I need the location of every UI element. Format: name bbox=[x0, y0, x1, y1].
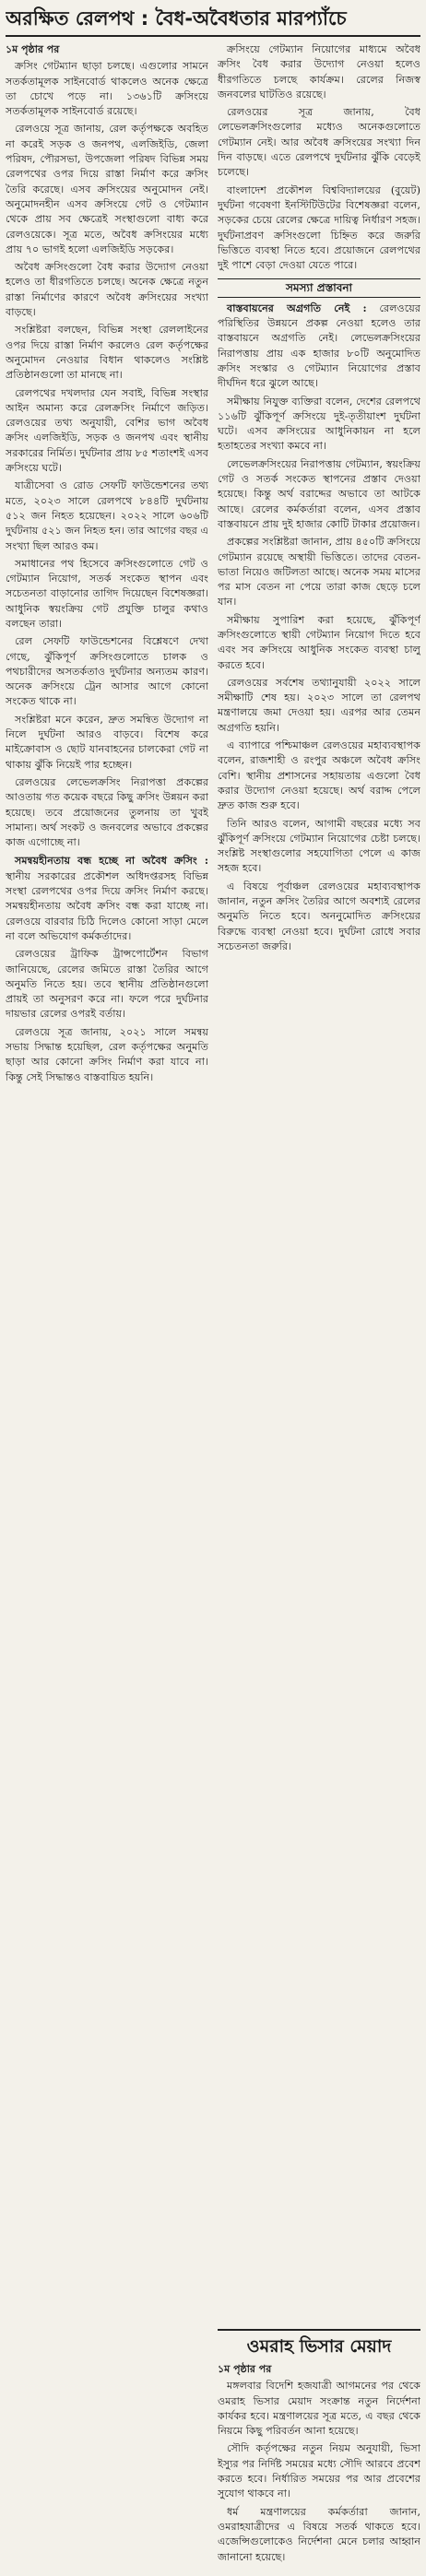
subhead-paragraph bbox=[6, 853, 208, 944]
section-title: সমস্যা প্রস্তাবনা bbox=[218, 278, 420, 297]
paragraph: সমীক্ষায় নিযুক্ত ব্যক্তিরা বলেন, দেশের রেলপথে ১১৬টি ঝুঁকিপূর্ণ ক্রসিংয়ে দুই-তৃতীয়াংশ দুর্ঘটনা ঘটে। এসব ক্রসিংয়ের আধুনিকায়ন না হলে হতাহতের সংখ্যা কমবে না। bbox=[218, 395, 420, 453]
paragraph: সমাধানের পথ হিসেবে ক্রসিংগুলোতে গেট ও গেটম্যান নিয়োগ, সতর্ক সংকেত স্থাপন এবং সচেতনতা বাড়ানোর তাগিদ দিয়েছেন বিশেষজ্ঞরা। আধুনিক স্বয়ংক্রিয় গেট প্রযুক্তি চালুর কথাও বলছেন তারা। bbox=[6, 557, 208, 630]
main-headline: অরক্ষিত রেলপথ : বৈধ-অবৈধতার মারপ্যাঁচে bbox=[6, 6, 420, 37]
paragraph: রেলওয়ের সূত্র জানায়, বৈধ লেভেলক্রসিংগুলোর মধ্যেও অনেকগুলোতে গেটম্যান নেই। আর অবৈধ ক্রসিংয়ের সংখ্যা দিন দিন বাড়ছে। এতে রেলপথে দুর্ঘটনার ঝুঁকি বেড়েই চলেছে। bbox=[218, 106, 420, 179]
subhead: সমন্বয়হীনতায় বন্ধ হচ্ছে না অবৈধ ক্রসিং : bbox=[15, 854, 208, 868]
article-columns bbox=[6, 42, 420, 2576]
subhead-text: রেলওয়ের পরিস্থিতির উন্নয়নে প্রকল্প নেওয়া হলেও তার বাস্তবায়নে অগ্রগতি নেই। লেভেলক্রসিংয়ের নিরাপত্তায় প্রায় এক হাজার ৮০টি অনুমোদিত ক্রসিং সংস্কার ও গেটম্যান নিয়োগের প্রস্তাব দীর্ঘদিন ধরে ঝুলে আছে। bbox=[218, 301, 420, 390]
paragraph: সংশ্লিষ্টরা মনে করেন, দ্রুত সমন্বিত উদ্যোগ না নিলে দুর্ঘটনা আরও বাড়বে। বিশেষ করে মাইক্রোবাস ও ছোট যানবাহনের চালকেরা গেট না থাকায় ঝুঁকি নিয়েই পার হচ্ছেন। bbox=[6, 713, 208, 771]
paragraph: বাংলাদেশ প্রকৌশল বিশ্ববিদ্যালয়ের (বুয়েট) দুর্ঘটনা গবেষণা ইনস্টিটিউটের বিশেষজ্ঞরা বলেন, সড়কের চেয়ে রেলের ক্ষেত্রে দায়িত্ব নির্ধারণ সহজ। দুর্ঘটনাপ্রবণ ক্রসিংগুলো চিহ্নিত করে জরুরি ভিত্তিতে ব্যবস্থা নিতে হবে। প্রয়োজনে রেলপথের দুই পাশে বেড়া দেওয়া যেতে পারে। bbox=[218, 183, 420, 272]
continuation-label: ১ম পৃষ্ঠার পর bbox=[218, 2363, 272, 2375]
paragraph: রেলওয়ের সর্বশেষ তথ্যানুযায়ী ২০২২ সালে সমীক্ষাটি শেষ হয়। ২০২৩ সালে তা রেলপথ মন্ত্রণালয়ে জমা দেওয়া হয়। এরপর আর তেমন অগ্রগতি হয়নি। bbox=[218, 676, 420, 734]
paragraph: লেভেলক্রসিংয়ের নিরাপত্তায় গেটম্যান, স্বয়ংক্রিয় গেট ও সতর্ক সংকেত স্থাপনের প্রস্তাব দেওয়া হয়েছে। কিন্তু অর্থ বরাদ্দের অভাবে তা আটকে আছে। রেলের কর্মকর্তারা বলেন, এসব প্রস্তাব বাস্তবায়নে প্রায় দুই হাজার কোটি টাকার প্রয়োজন। bbox=[218, 457, 420, 530]
umrah-visa-article bbox=[218, 2329, 420, 2576]
subhead: বাস্তবায়নের অগ্রগতি নেই : bbox=[227, 301, 367, 314]
continuation-label: ১ম পৃষ্ঠার পর bbox=[6, 43, 60, 55]
paragraph: রেলওয়ের ট্রাফিক ট্রান্সপোর্টেশন বিভাগ জানিয়েছে, রেলের জমিতে রাস্তা তৈরির আগে অনুমতি নিতে হয়। তবে স্থানীয় প্রতিষ্ঠানগুলো প্রায়ই তা অনুসরণ করে না। ফলে পরে দুর্ঘটনার দায়ভার রেলের ওপরই বর্তায়। bbox=[6, 948, 208, 1021]
subhead-text: স্থানীয় সরকারের প্রকৌশল অধিদপ্তরসহ বিভিন্ন সংস্থা রেলপথের ওপর দিয়ে ক্রসিং নির্মাণ করছে। সমন্বয়হীনতায় অবৈধ ক্রসিং বন্ধ করা যাচ্ছে না। রেলওয়ে বারবার চিঠি দিলেও কোনো সাড়া মেলে না বলে অভিযোগ কর্মকর্তাদের। bbox=[6, 869, 208, 942]
umrah-headline: ওমরাহ ভিসার মেয়াদ bbox=[246, 2336, 392, 2357]
paragraph: ধর্ম মন্ত্রণালয়ের কর্মকর্তারা জানান, ওমরাহযাত্রীদের এ বিষয়ে সতর্ক থাকতে হবে। এজেন্সিগুলোকেও নির্দেশনা মেনে চলার আহ্বান জানানো হয়েছে। bbox=[218, 2505, 420, 2563]
paragraph: সংশ্লিষ্টরা বলছেন, বিভিন্ন সংস্থা রেললাইনের ওপর দিয়ে রাস্তা নির্মাণ করলেও রেল কর্তৃপক্ষের অনুমোদন নেওয়ার বিধান থাকলেও সংশ্লিষ্ট প্রতিষ্ঠানগুলো তা মানছে না। bbox=[6, 324, 208, 382]
paragraph: যাত্রীসেবা ও রোড সেফটি ফাউন্ডেশনের তথ্য মতে, ২০২৩ সালে রেলপথে ৮৪৪টি দুর্ঘটনায় ৫১২ জন নিহত হয়েছেন। ২০২২ সালে ৬০৬টি দুর্ঘটনায় ৫২১ জন নিহত হন। তার আগের বছর এ সংখ্যা ছিল আরও কম। bbox=[6, 479, 208, 552]
paragraph: সৌদি কর্তৃপক্ষের নতুন নিয়ম অনুযায়ী, ভিসা ইস্যুর পর নির্দিষ্ট সময়ের মধ্যে সৌদি আরবে প্রবেশ করতে হবে। নির্ধারিত সময়ের পর আর প্রবেশের সুযোগ থাকবে না। bbox=[218, 2442, 420, 2500]
paragraph: এ ব্যাপারে পশ্চিমাঞ্চল রেলওয়ের মহাব্যবস্থাপক বলেন, রাজশাহী ও রংপুর অঞ্চলে অবৈধ ক্রসিং বেশি। স্থানীয় প্রশাসনের সহায়তায় এগুলো বৈধ করার উদ্যোগ নেওয়া হয়েছে। অর্থ বরাদ্দ পেলে দ্রুত কাজ শুরু হবে। bbox=[218, 739, 420, 812]
paragraph: মঙ্গলবার বিদেশি হজযাত্রী আগমনের পর থেকে ওমরাহ ভিসার মেয়াদ সংক্রান্ত নতুন নির্দেশনা কার্যকর হবে। মন্ত্রণালয়ের সূত্র মতে, এ বছর থেকে নিয়মে কিছু পরিবর্তন আনা হয়েছে। bbox=[218, 2380, 420, 2438]
paragraph: তিনি আরও বলেন, আগামী বছরের মধ্যে সব ঝুঁকিপূর্ণ ক্রসিংয়ে গেটম্যান নিয়োগের চেষ্টা চলছে। সংশ্লিষ্ট সংস্থাগুলোর সহযোগিতা পেলে এ কাজ সহজ হবে। bbox=[218, 817, 420, 875]
subhead-paragraph bbox=[218, 301, 420, 392]
paragraph: রেলপথের দখলদার যেন সবাই, বিভিন্ন সংস্থার আইন অমান্য করে রেলক্রসিং নির্মাণে জড়িত। রেলওয়ের তথ্য অনুযায়ী, বেশির ভাগ অবৈধ ক্রসিং এলজিইডি, সড়ক ও জনপথ এবং স্থানীয় সরকারের নির্মিত। দুর্ঘটনার প্রায় ৮৫ শতাংশই এসব ক্রসিংয়ে ঘটে। bbox=[6, 386, 208, 475]
right-column bbox=[218, 42, 420, 2576]
paragraph: ক্রসিং গেটম্যান ছাড়া চলছে। এগুলোর সামনে সতর্কতামূলক সাইনবোর্ড থাকলেও অনেক ক্ষেত্রে তা চোখে পড়ে না। ১৩৬১টি ক্রসিংয়ে সতর্কতামূলক সাইনবোর্ড রয়েছে। bbox=[6, 60, 208, 118]
paragraph: এ বিষয়ে পূর্বাঞ্চল রেলওয়ের মহাব্যবস্থাপক জানান, নতুন ক্রসিং তৈরির আগে অবশ্যই রেলের অনুমতি নিতে হবে। অননুমোদিত ক্রসিংয়ের বিরুদ্ধে ব্যবস্থা নেওয়া হবে। দুর্ঘটনা রোধে সবার সচেতনতা জরুরি। bbox=[218, 880, 420, 952]
paragraph: অবৈধ ক্রসিংগুলো বৈধ করার উদ্যোগ নেওয়া হলেও তা ধীরগতিতে চলছে। অনেক ক্ষেত্রে নতুন রাস্তা নির্মাণের কারণে অবৈধ ক্রসিংয়ের সংখ্যা বাড়ছে। bbox=[6, 261, 208, 319]
paragraph: রেলওয়ের লেভেলক্রসিং নিরাপত্তা প্রকল্পের আওতায় গত কয়েক বছরে কিছু ক্রসিং উন্নয়ন করা হয়েছে। তবে প্রয়োজনের তুলনায় তা খুবই সামান্য। অর্থ সংকট ও জনবলের অভাবে প্রকল্পের কাজ এগোচ্ছে না। bbox=[6, 775, 208, 849]
paragraph: রেলওয়ে সূত্র জানায়, রেল কর্তৃপক্ষকে অবহিত না করেই সড়ক ও জনপথ, এলজিইডি, জেলা পরিষদ, পৌরসভা, উপজেলা পরিষদ বিভিন্ন সময় রেলপথের ওপর দিয়ে রাস্তা নির্মাণ করে ক্রসিং তৈরি করেছে। এসব ক্রসিংয়ের অনুমোদন নেই। অনুমোদনহীন এসব ক্রসিংয়ে গেট ও গেটম্যান থেকে প্রায় সব ক্ষেত্রেই সংস্থাগুলো বাধ্য করে রেলওয়েকে। সূত্র মতে, অবৈধ ক্রসিংয়ের মধ্যে প্রায় ৭০ ভাগই হলো এলজিইডি সড়কের। bbox=[6, 123, 208, 255]
paragraph: রেলওয়ে সূত্র জানায়, ২০২১ সালে সমন্বয় সভায় সিদ্ধান্ত হয়েছিল, রেল কর্তৃপক্ষের অনুমতি ছাড়া আর কোনো ক্রসিং নির্মাণ করা যাবে না। কিন্তু সেই সিদ্ধান্তও বাস্তবায়িত হয়নি। bbox=[6, 1025, 208, 1083]
article-continued bbox=[218, 42, 420, 2322]
paragraph: প্রকল্পের সংশ্লিষ্টরা জানান, প্রায় ৪৫০টি ক্রসিংয়ে গেটম্যান রয়েছে অস্থায়ী ভিত্তিতে। তাদের বেতন-ভাতা নিয়েও জটিলতা আছে। অনেক সময় মাসের পর মাস বেতন না পেয়ে তারা কাজ ছেড়ে চলে যান। bbox=[218, 536, 420, 609]
paragraph: ক্রসিংয়ে গেটম্যান নিয়োগের মাধ্যমে অবৈধ ক্রসিং বৈধ করার উদ্যোগ নেওয়া হলেও ধীরগতিতে চলছে কার্যক্রম। রেলের নিজস্ব জনবলের ঘাটতিও রয়েছে। bbox=[218, 43, 420, 100]
left-column bbox=[6, 42, 208, 2576]
paragraph: সমীক্ষায় সুপারিশ করা হয়েছে, ঝুঁকিপূর্ণ ক্রসিংগুলোতে স্থায়ী গেটম্যান নিয়োগ দিতে হবে এবং সব ক্রসিংয়ে আধুনিক সংকেত ব্যবস্থা চালু করতে হবে। bbox=[218, 613, 420, 671]
paragraph: রেল সেফটি ফাউন্ডেশনের বিশ্লেষণে দেখা গেছে, ঝুঁকিপূর্ণ ক্রসিংগুলোতে চালক ও পথচারীদের অসতর্কতাও দুর্ঘটনার অন্যতম কারণ। অনেক ক্রসিংয়ে ট্রেন আসার আগে কোনো সংকেত থাকে না। bbox=[6, 635, 208, 708]
